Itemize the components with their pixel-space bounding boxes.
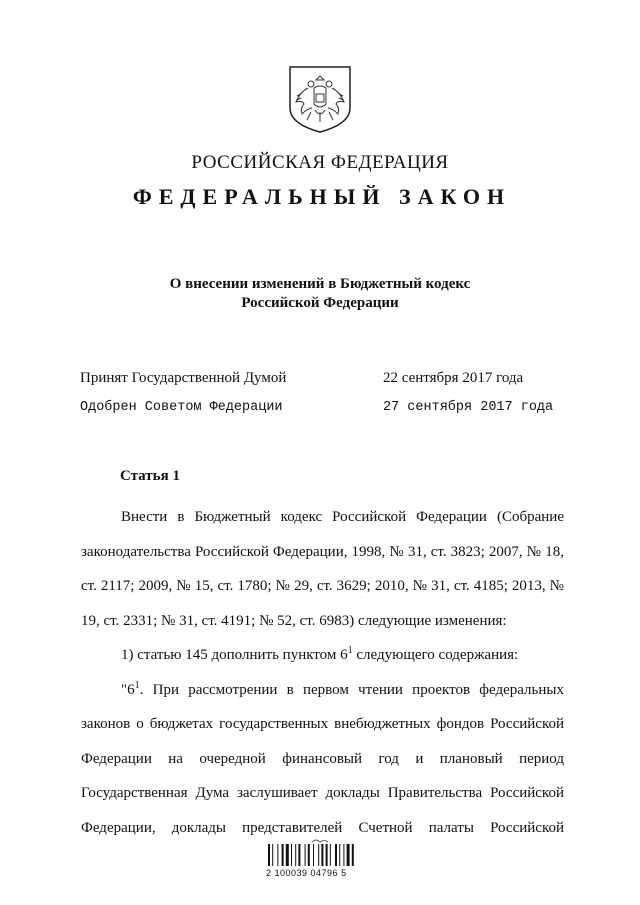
amendment-item-1	[81, 638, 564, 673]
quote-marker: "6	[121, 681, 135, 698]
adoption-date: 22 сентября 2017 года	[383, 370, 524, 386]
approval-date: 27 сентября 2017 года	[383, 400, 554, 415]
quoted-paragraph	[81, 673, 564, 846]
item-1-superscript: 1	[347, 645, 353, 656]
adoption-label: Принят Государственной Думой	[80, 370, 287, 386]
russian-coat-of-arms-icon	[287, 64, 353, 134]
law-title-line-2: Российской Федерации	[241, 295, 399, 311]
article-heading: Статья 1	[120, 468, 180, 484]
document-type: ФЕДЕРАЛЬНЫЙ ЗАКОН	[132, 184, 512, 209]
law-title-line-1: О внесении изменений в Бюджетный кодекс	[169, 276, 471, 292]
article-body	[81, 500, 564, 845]
emblem	[287, 64, 353, 134]
item-1-text-end: следующего содержания:	[352, 647, 519, 663]
article-intro: Внести в Бюджетный кодекс Российской Федерации (Собрание законодательства Российской Федерации, 1998, № 31, ст. 3823; 2007, № 18, ст. 2117; 2009, № 15, ст. 1780; № 29, ст. 3629; 2010, № 31, ст. 4185; 2013, № 19, ст. 2331; № 31, ст. 4191; № 52, ст. 6983) следующие изменения:	[81, 509, 564, 629]
item-1-text: 1) статью 145 дополнить пунктом 6	[121, 647, 348, 663]
barcode-number: 2 100039 04796 5	[266, 868, 347, 878]
quote-superscript: 1	[134, 679, 140, 691]
country-name: РОССИЙСКАЯ ФЕДЕРАЦИЯ	[191, 152, 449, 173]
law-title	[0, 275, 640, 313]
quote-text: . При рассмотрении в первом чтении проектов федеральных законов о бюджетах государственных внебюджетных фондов Российской Федерации на очередной финансовый год и плановый период Государственная Дума заслушивает доклады Правительства Российской Федерации, доклады представителей Счетной палаты Российской	[81, 681, 564, 836]
barcode	[266, 838, 376, 888]
barcode-icon	[266, 838, 376, 868]
approval-label: Одобрен Советом Федерации	[80, 400, 283, 415]
